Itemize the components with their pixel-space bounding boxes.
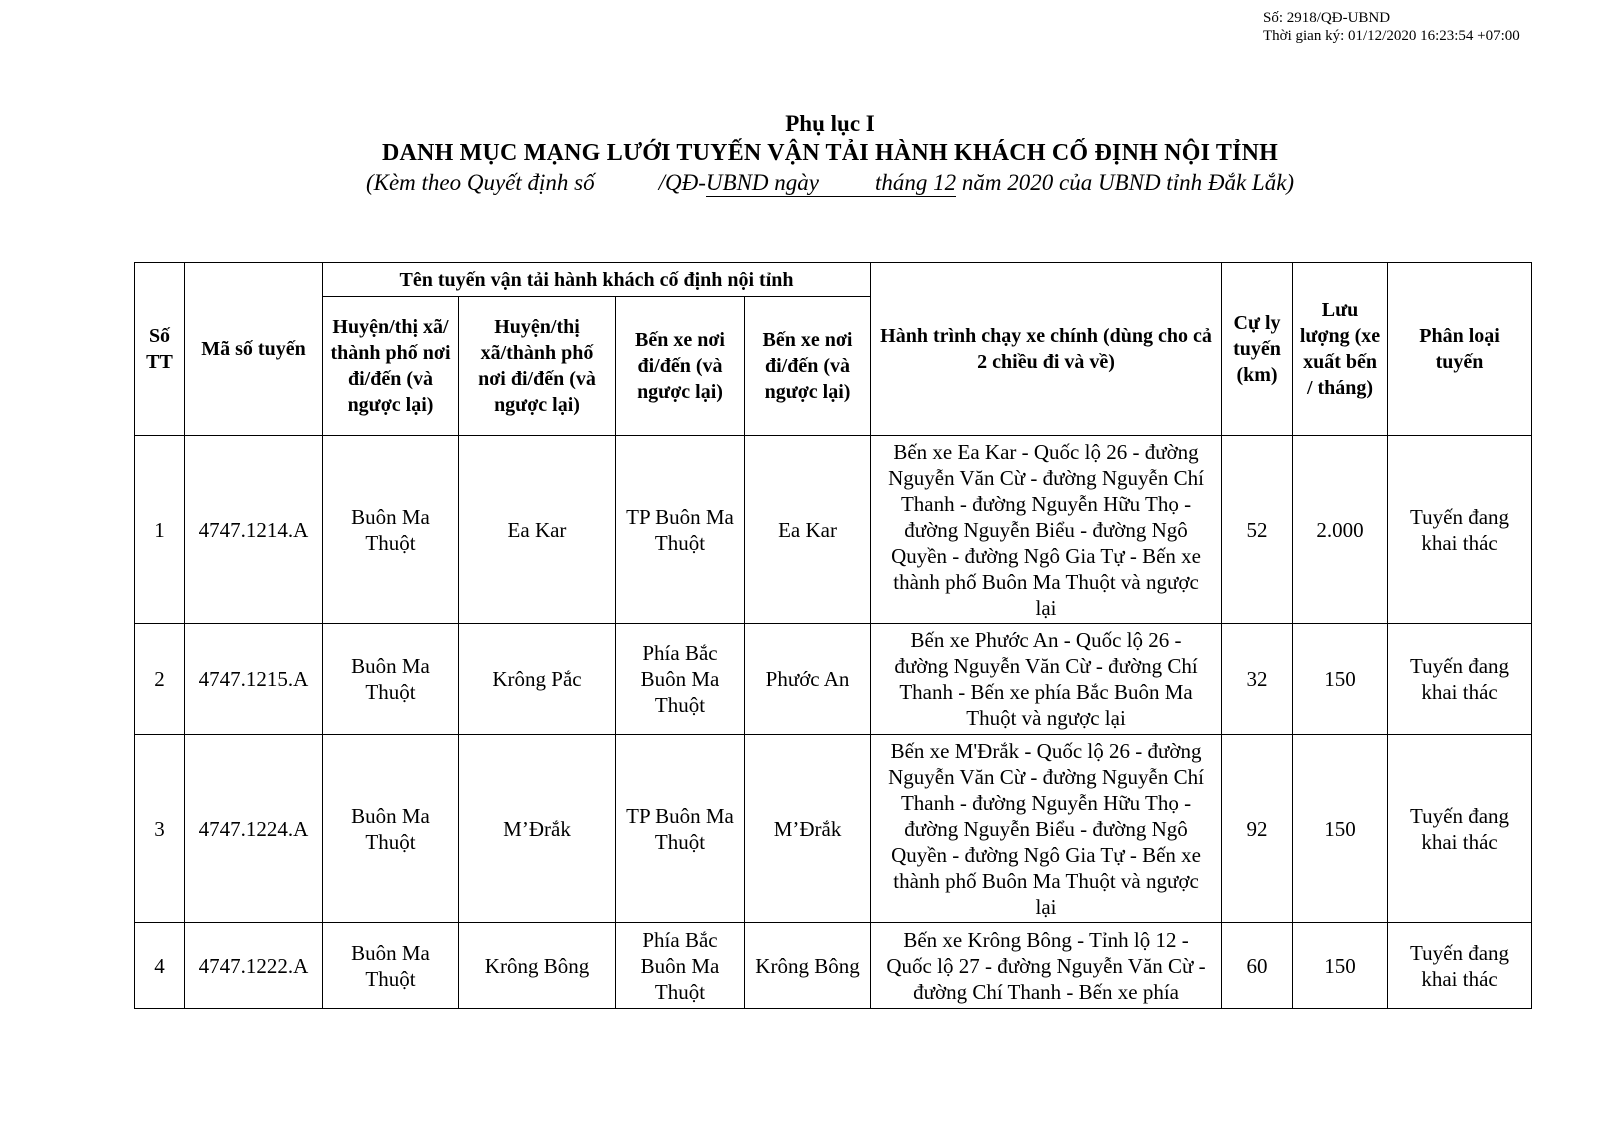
cell-district-to: Krông Pắc bbox=[459, 624, 616, 735]
cell-station-from: Phía Bắc Buôn Ma Thuột bbox=[616, 923, 745, 1009]
cell-stt: 3 bbox=[135, 735, 185, 923]
cell-district-from: Buôn Ma Thuột bbox=[323, 624, 459, 735]
subtitle-part-5: năm 2020 của UBND tỉnh Đắk Lắk) bbox=[956, 170, 1295, 195]
header-route-itinerary: Hành trình chạy xe chính (dùng cho cả 2 chiều đi và về) bbox=[871, 263, 1222, 436]
cell-volume: 150 bbox=[1293, 735, 1388, 923]
header-district-to: Huyện/thị xã/thành phố nơi đi/đến (và ngược lại) bbox=[459, 297, 616, 436]
subtitle-part-2: /QĐ- bbox=[658, 170, 706, 195]
header-volume: Lưu lượng (xe xuất bến / tháng) bbox=[1293, 263, 1388, 436]
cell-distance: 52 bbox=[1222, 436, 1293, 624]
cell-route-code: 4747.1214.A bbox=[185, 436, 323, 624]
table-row bbox=[135, 624, 1532, 735]
header-route-name-group: Tên tuyến vận tải hành khách cố định nội tỉnh bbox=[323, 263, 871, 297]
cell-stt: 4 bbox=[135, 923, 185, 1009]
cell-volume: 150 bbox=[1293, 624, 1388, 735]
cell-route-itinerary: Bến xe Phước An - Quốc lộ 26 - đường Nguyễn Văn Cừ - đường Chí Thanh - Bến xe phía Bắc Buôn Ma Thuột và ngược lại bbox=[871, 624, 1222, 735]
cell-volume: 2.000 bbox=[1293, 436, 1388, 624]
document-heading bbox=[0, 110, 1600, 198]
header-category: Phân loại tuyến bbox=[1388, 263, 1532, 436]
document-number: Số: 2918/QĐ-UBND bbox=[1263, 10, 1391, 26]
cell-route-code: 4747.1222.A bbox=[185, 923, 323, 1009]
cell-district-from: Buôn Ma Thuột bbox=[323, 923, 459, 1009]
cell-station-from: TP Buôn Ma Thuột bbox=[616, 735, 745, 923]
cell-district-from: Buôn Ma Thuột bbox=[323, 735, 459, 923]
cell-distance: 60 bbox=[1222, 923, 1293, 1009]
subtitle-underlined-date bbox=[706, 170, 956, 197]
signed-time: Thời gian ký: 01/12/2020 16:23:54 +07:00 bbox=[1263, 28, 1520, 44]
cell-district-to: Krông Bông bbox=[459, 923, 616, 1009]
route-table bbox=[134, 262, 1532, 1009]
cell-station-from: TP Buôn Ma Thuột bbox=[616, 436, 745, 624]
table-row bbox=[135, 923, 1532, 1009]
header-station-to: Bến xe nơi đi/đến (và ngược lại) bbox=[745, 297, 871, 436]
subtitle-part-3: UBND ngày bbox=[705, 170, 819, 195]
document-title: DANH MỤC MẠNG LƯỚI TUYẾN VẬN TẢI HÀNH KHÁCH CỐ ĐỊNH NỘI TỈNH bbox=[381, 140, 1279, 166]
cell-category: Tuyến đang khai thác bbox=[1388, 436, 1532, 624]
cell-district-to: M’Đrắk bbox=[459, 735, 616, 923]
cell-route-itinerary: Bến xe Ea Kar - Quốc lộ 26 - đường Nguyễn Văn Cừ - đường Nguyễn Chí Thanh - đường Nguyễn Hữu Thọ - đường Nguyễn Biểu - đường Ngô Quyền - đường Ngô Gia Tự - Bến xe thành phố Buôn Ma Thuột và ngược lại bbox=[871, 436, 1222, 624]
document-subtitle bbox=[0, 168, 1600, 198]
cell-stt: 1 bbox=[135, 436, 185, 624]
cell-district-from: Buôn Ma Thuột bbox=[323, 436, 459, 624]
cell-station-to: M’Đrắk bbox=[745, 735, 871, 923]
header-station-from: Bến xe nơi đi/đến (và ngược lại) bbox=[616, 297, 745, 436]
cell-category: Tuyến đang khai thác bbox=[1388, 735, 1532, 923]
cell-route-code: 4747.1215.A bbox=[185, 624, 323, 735]
cell-station-from: Phía Bắc Buôn Ma Thuột bbox=[616, 624, 745, 735]
subtitle-part-4: tháng 12 bbox=[874, 170, 957, 195]
cell-route-code: 4747.1224.A bbox=[185, 735, 323, 923]
digital-signature-stamp bbox=[1263, 9, 1520, 45]
header-district-from: Huyện/thị xã/ thành phố nơi đi/đến (và ngược lại) bbox=[323, 297, 459, 436]
cell-route-itinerary: Bến xe Krông Bông - Tỉnh lộ 12 - Quốc lộ 27 - đường Nguyễn Văn Cừ - đường Chí Thanh - Bến xe phía bbox=[871, 923, 1222, 1009]
subtitle-part-1: (Kèm theo Quyết định số bbox=[365, 170, 595, 195]
cell-distance: 32 bbox=[1222, 624, 1293, 735]
cell-stt: 2 bbox=[135, 624, 185, 735]
table-row bbox=[135, 735, 1532, 923]
cell-route-itinerary: Bến xe M'Đrắk - Quốc lộ 26 - đường Nguyễn Văn Cừ - đường Nguyễn Chí Thanh - đường Nguyễn Hữu Thọ - đường Nguyễn Biểu - đường Ngô Quyền - đường Ngô Gia Tự - Bến xe thành phố Buôn Ma Thuột và ngược lại bbox=[871, 735, 1222, 923]
cell-category: Tuyến đang khai thác bbox=[1388, 923, 1532, 1009]
header-distance: Cự ly tuyến (km) bbox=[1222, 263, 1293, 436]
appendix-label: Phụ lục I bbox=[785, 111, 875, 136]
cell-category: Tuyến đang khai thác bbox=[1388, 624, 1532, 735]
cell-distance: 92 bbox=[1222, 735, 1293, 923]
header-route-code: Mã số tuyến bbox=[185, 263, 323, 436]
table-row bbox=[135, 436, 1532, 624]
table-header-row-1 bbox=[135, 263, 1532, 297]
header-stt: Số TT bbox=[135, 263, 185, 436]
cell-volume: 150 bbox=[1293, 923, 1388, 1009]
cell-district-to: Ea Kar bbox=[459, 436, 616, 624]
cell-station-to: Phước An bbox=[745, 624, 871, 735]
cell-station-to: Ea Kar bbox=[745, 436, 871, 624]
cell-station-to: Krông Bông bbox=[745, 923, 871, 1009]
